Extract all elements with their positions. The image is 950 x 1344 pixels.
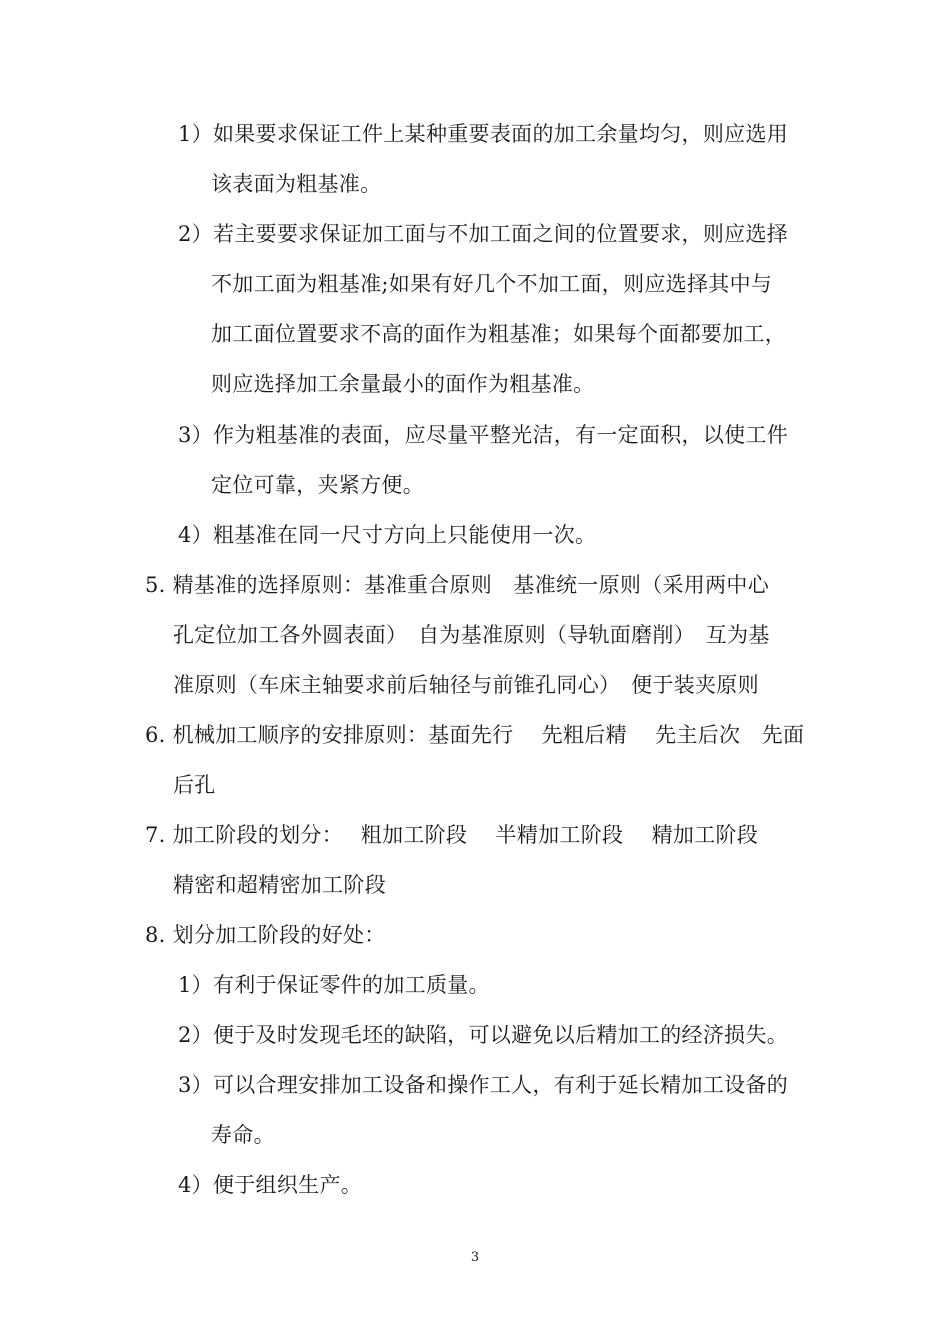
benefit-2: 2）便于及时发现毛坯的缺陷，可以避免以后精加工的经济损失。: [178, 1023, 789, 1047]
list-item-4-line-1: 4）粗基准在同一尺寸方向上只能使用一次。: [178, 523, 597, 547]
section-7-line-2: 精密和超精密加工阶段: [173, 873, 386, 897]
benefit-3-line-1: 3）可以合理安排加工设备和操作工人，有利于延长精加工设备的: [178, 1073, 789, 1097]
list-item-2-line-3: 加工面位置要求不高的面作为粗基准；如果每个面都要加工，: [211, 322, 787, 346]
list-item-3-line-2: 定位可靠，夹紧方便。: [211, 473, 424, 497]
list-item-2-line-2: 不加工面为粗基准;如果有好几个不加工面，则应选择其中与: [211, 272, 773, 296]
benefit-1: 1）有利于保证零件的加工质量。: [178, 973, 490, 997]
list-item-2-line-4: 则应选择加工余量最小的面作为粗基准。: [211, 372, 595, 396]
list-item-1-line-1: 1）如果要求保证工件上某种重要表面的加工余量均匀，则应选用: [178, 122, 789, 146]
section-5-line-3: 准原则（车床主轴要求前后轴径与前锥孔同心） 便于装夹原则: [173, 673, 759, 697]
list-item-3-line-1: 3）作为粗基准的表面，应尽量平整光洁，有一定面积，以使工件: [178, 423, 789, 447]
section-7-line-1: 7. 加工阶段的划分： 粗加工阶段 半精加工阶段 精加工阶段: [145, 823, 759, 847]
list-item-1-line-2: 该表面为粗基准。: [211, 172, 382, 196]
section-5-line-1: 5. 精基准的选择原则：基准重合原则 基准统一原则（采用两中心: [145, 573, 770, 597]
section-6-line-1: 6. 机械加工顺序的安排原则：基面先行 先粗后精 先主后次 先面: [145, 723, 805, 747]
section-8-heading: 8. 划分加工阶段的好处：: [145, 923, 386, 947]
section-5-line-2: 孔定位加工各外圆表面） 自为基准原则（导轨面磨削） 互为基: [173, 623, 770, 647]
section-6-line-2: 后孔: [173, 773, 216, 797]
benefit-4: 4）便于组织生产。: [178, 1173, 363, 1197]
benefit-3-line-2: 寿命。: [211, 1123, 275, 1147]
list-item-2-line-1: 2）若主要要求保证加工面与不加工面之间的位置要求，则应选择: [178, 222, 789, 246]
page-number: 3: [470, 1250, 480, 1265]
